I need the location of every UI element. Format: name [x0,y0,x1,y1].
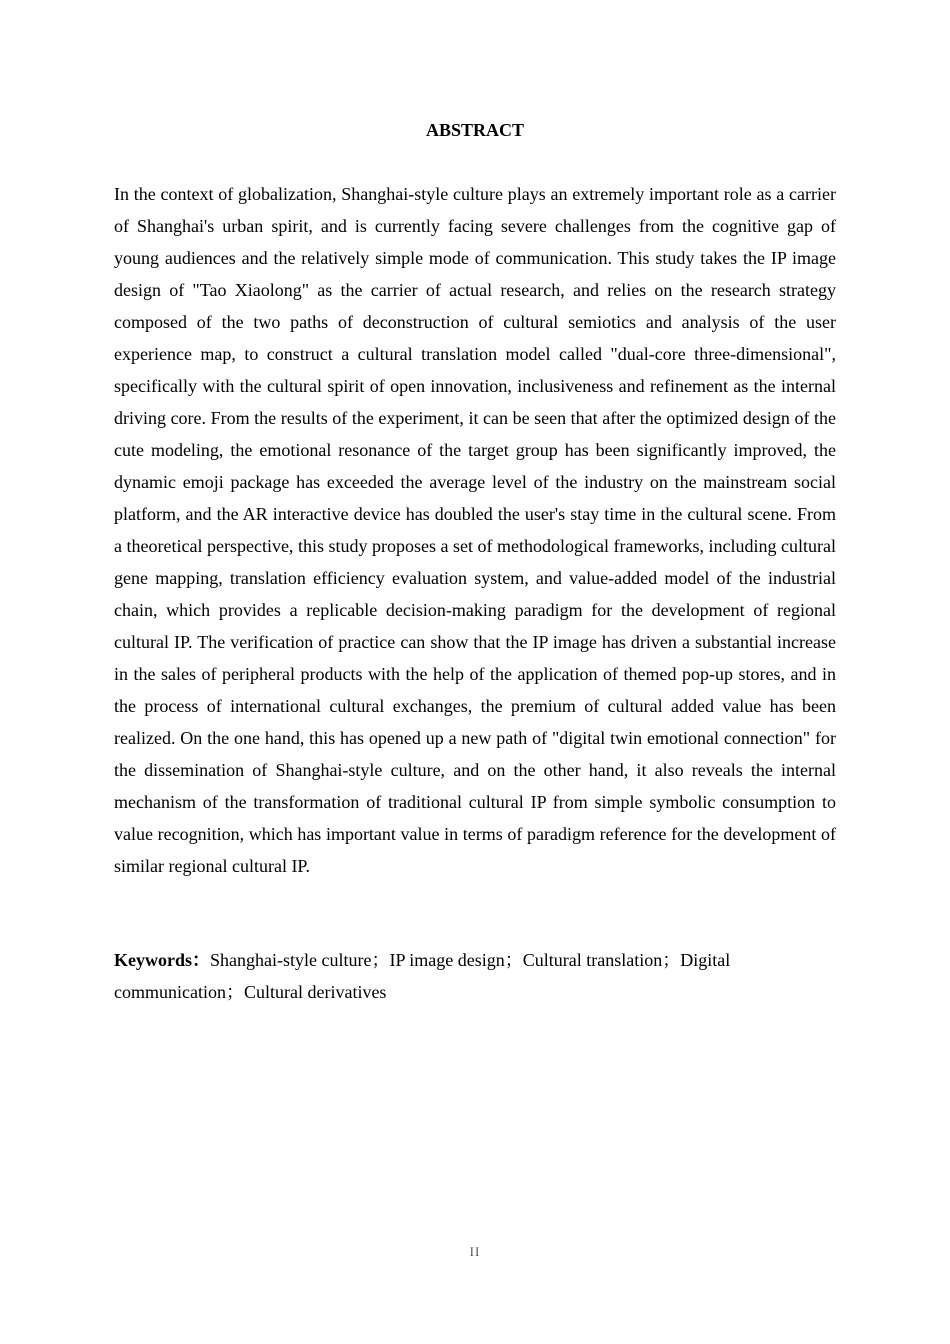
abstract-body: In the context of globalization, Shanghai-style culture plays an extremely important role as a carrier of Shanghai's urban spirit, and is currently facing severe challenges from the cognitive gap of young audiences and the relatively simple mode of communication. This study takes the IP image design of "Tao Xiaolong" as the carrier of actual research, and relies on the research strategy composed of the two paths of deconstruction of cultural semiotics and analysis of the user experience map, to construct a cultural translation model called "dual-core three-dimensional", specifically with the cultural spirit of open innovation, inclusiveness and refinement as the internal driving core. From the results of the experiment, it can be seen that after the optimized design of the cute modeling, the emotional resonance of the target group has been significantly improved, the dynamic emoji package has exceeded the average level of the industry on the mainstream social platform, and the AR interactive device has doubled the user's stay time in the cultural scene. From a theoretical perspective, this study proposes a set of methodological frameworks, including cultural gene mapping, translation efficiency evaluation system, and value-added model of the industrial chain, which provides a replicable decision-making paradigm for the development of regional cultural IP. The verification of practice can show that the IP image has driven a substantial increase in the sales of peripheral products with the help of the application of themed pop-up stores, and in the process of international cultural exchanges, the premium of cultural added value has been realized. On the one hand, this has opened up a new path of "digital twin emotional connection" for the dissemination of Shanghai-style culture, and on the other hand, it also reveals the internal mechanism of the transformation of traditional cultural IP from simple symbolic consumption to value recognition, which has important value in terms of paradigm reference for the development of similar regional cultural IP. [114,184,836,876]
keywords-label: Keywords： [114,950,210,970]
keywords-paragraph [114,944,836,1008]
abstract-title: ABSTRACT [425,120,525,140]
keywords-list: Shanghai-style culture；IP image design；Cultural translation；Digital communication；Cultural derivatives [114,950,731,1002]
page-number: II [469,1244,481,1259]
